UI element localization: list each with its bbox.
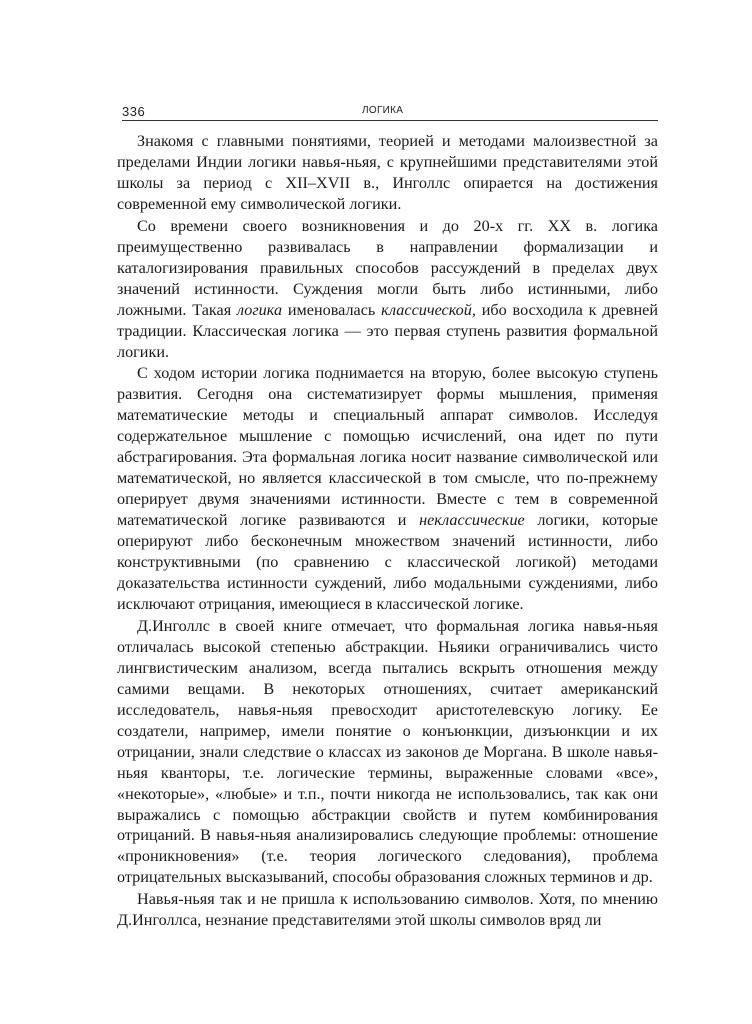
text-run: С ходом истории логика поднимается на вторую, более высокую ступень развития. Сегодня она систематизирует формы мышления, применяя математические методы и специальный аппарат символов. Исследуя содержательное мышление с помощью исчислений, она идет по пути абстрагирования. Эта формальная логика носит название символической или математической, но является классической в том смысле, что по-прежнему оперирует двумя значениями истинности. Вместе с тем в современной математической логике развиваются и: [117, 364, 658, 530]
text-run: Со времени своего возникновения и до 20-х гг. XX в. логика преимущественно развивалась в направлении формализации и каталогизирования правильных способов рассуждений в пределах двух значений истинности. Суждения могли быть либо истинными, либо ложными. Такая: [117, 216, 658, 319]
paragraph-5: [117, 889, 658, 931]
page-header: [122, 104, 658, 124]
text-run: –: [307, 173, 316, 192]
italic-term: классической,: [381, 300, 476, 319]
italic-term: логика: [237, 300, 283, 319]
text-run: XVII в., Инголлс опирается на достижения современной ему символической логики.: [117, 173, 658, 213]
paragraph-4: [117, 616, 658, 888]
text-run: Знакомя с главными понятиями, теорией и методами малоизвестной за пределами Индии логики навья-ньяя, с крупнейшими представителями этой школы за период с XII: [117, 132, 658, 192]
running-title: ЛОГИКА: [362, 105, 404, 116]
paragraph-3: [117, 363, 658, 614]
text-run: именовалась: [282, 300, 382, 319]
paragraph-1: [117, 131, 658, 215]
text-run: логики, которые оперируют либо бесконечным множеством значений истинности, либо конструктивными (по сравнению с классической логикой) методами доказательства истинности суждений, либо модальными суждениями, либо исключают отрицания, имеющиеся в классической логике.: [117, 511, 658, 613]
text-run: Д.Инголлс в своей книге отмечает, что формальная логика навья-ньяя отличалась высокой степенью абстракции. Ньяики ограничивались чисто лингвистическим анализом, всегда пытались вскрыть отношения между самими вещами. В некоторых отношениях, считает американский исследователь, навья-ньяя превосходит аристотелевскую логику. Ее создатели, например, имели понятие о конъюнкции, дизъюнкции и их отрицании, знали следствие о классах из законов де Моргана. В школе навья-ньяя кванторы, т.е. логические термины, выраженные словами «все», «некоторые», «любые» и т.п., почти никогда не использовались, так как они выражались с помощью абстракции свойств и путем комбинирования отрицаний. В навья-ньяя анализировались следующие проблемы: отношение «проникновения» (т.е. теория логического следования), проблема отрицательных высказываний, способы образования сложных терминов и др.: [117, 616, 658, 887]
text-run: Навья-ньяя так и не пришла к использованию символов. Хотя, по мнению Д.Инголлса, незнание представителями этой школы символов вряд ли: [117, 890, 658, 930]
header-rule: [122, 120, 658, 121]
body-text: [117, 131, 658, 931]
italic-term: неклассические: [419, 511, 525, 530]
page-number: 336: [122, 104, 146, 119]
paragraph-2: [117, 216, 658, 363]
text-run: ибо восходила к древней традиции. Классическая логика — это первая ступень развития формальной логики.: [117, 300, 659, 361]
